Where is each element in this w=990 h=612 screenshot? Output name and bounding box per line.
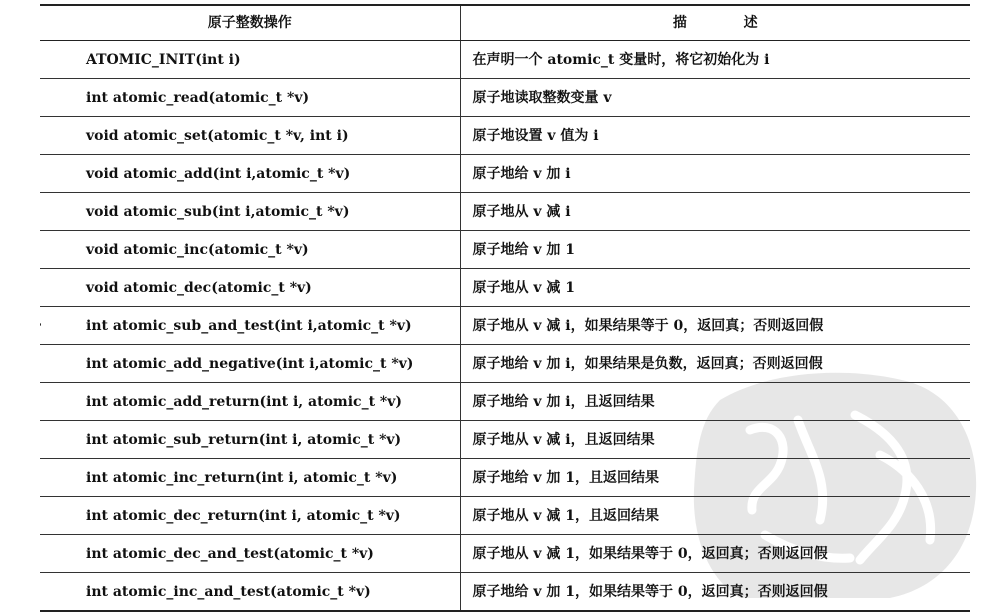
table-row (40, 345, 970, 383)
description-cell: 原子地给 v 加 i，如果结果是负数，返回真；否则返回假 (460, 345, 970, 383)
table-body (40, 41, 970, 612)
description-cell: 原子地给 v 加 1 (460, 231, 970, 269)
table-row (40, 497, 970, 535)
description-cell: 原子地从 v 减 i (460, 193, 970, 231)
description-cell: 原子地从 v 减 1，如果结果等于 0，返回真；否则返回假 (460, 535, 970, 573)
description-cell: 原子地读取整数变量 v (460, 79, 970, 117)
table-header-row (40, 5, 970, 41)
operation-cell: void atomic_inc(atomic_t *v) (40, 231, 460, 269)
table-row (40, 535, 970, 573)
operation-cell: ATOMIC_INIT(int i) (40, 41, 460, 79)
table-row (40, 307, 970, 345)
operation-cell: int atomic_sub_return(int i, atomic_t *v) (40, 421, 460, 459)
operation-cell: void atomic_sub(int i,atomic_t *v) (40, 193, 460, 231)
table-row (40, 459, 970, 497)
table-row (40, 193, 970, 231)
description-cell: 原子地从 v 减 i，如果结果等于 0，返回真；否则返回假 (460, 307, 970, 345)
description-cell: 在声明一个 atomic_t 变量时，将它初始化为 i (460, 41, 970, 79)
description-cell: 原子地给 v 加 i，且返回结果 (460, 383, 970, 421)
operation-cell: int atomic_add_return(int i, atomic_t *v) (40, 383, 460, 421)
operation-cell: int atomic_inc_and_test(atomic_t *v) (40, 573, 460, 612)
description-cell: 原子地从 v 减 1，且返回结果 (460, 497, 970, 535)
operation-cell: int atomic_dec_return(int i, atomic_t *v) (40, 497, 460, 535)
table-row (40, 421, 970, 459)
table-row (40, 79, 970, 117)
header-description: 描 述 (460, 5, 970, 41)
description-cell: 原子地给 v 加 1，且返回结果 (460, 459, 970, 497)
table-row (40, 231, 970, 269)
operation-cell: int atomic_read(atomic_t *v) (40, 79, 460, 117)
table-row (40, 269, 970, 307)
table-row (40, 383, 970, 421)
atomic-ops-table (40, 4, 970, 612)
margin-mark (40, 323, 41, 326)
table-row (40, 117, 970, 155)
description-cell: 原子地设置 v 值为 i (460, 117, 970, 155)
table-row (40, 155, 970, 193)
description-cell: 原子地从 v 减 1 (460, 269, 970, 307)
operation-cell: int atomic_dec_and_test(atomic_t *v) (40, 535, 460, 573)
operation-cell: void atomic_set(atomic_t *v, int i) (40, 117, 460, 155)
header-operation: 原子整数操作 (40, 5, 460, 41)
description-cell: 原子地给 v 加 1，如果结果等于 0，返回真；否则返回假 (460, 573, 970, 612)
operation-cell: void atomic_add(int i,atomic_t *v) (40, 155, 460, 193)
table-row (40, 573, 970, 612)
operation-cell: void atomic_dec(atomic_t *v) (40, 269, 460, 307)
operation-cell: int atomic_inc_return(int i, atomic_t *v) (40, 459, 460, 497)
description-cell: 原子地给 v 加 i (460, 155, 970, 193)
operation-cell: int atomic_sub_and_test(int i,atomic_t *v) (40, 307, 460, 345)
operation-cell: int atomic_add_negative(int i,atomic_t *v) (40, 345, 460, 383)
description-cell: 原子地从 v 减 i，且返回结果 (460, 421, 970, 459)
table-row (40, 41, 970, 79)
